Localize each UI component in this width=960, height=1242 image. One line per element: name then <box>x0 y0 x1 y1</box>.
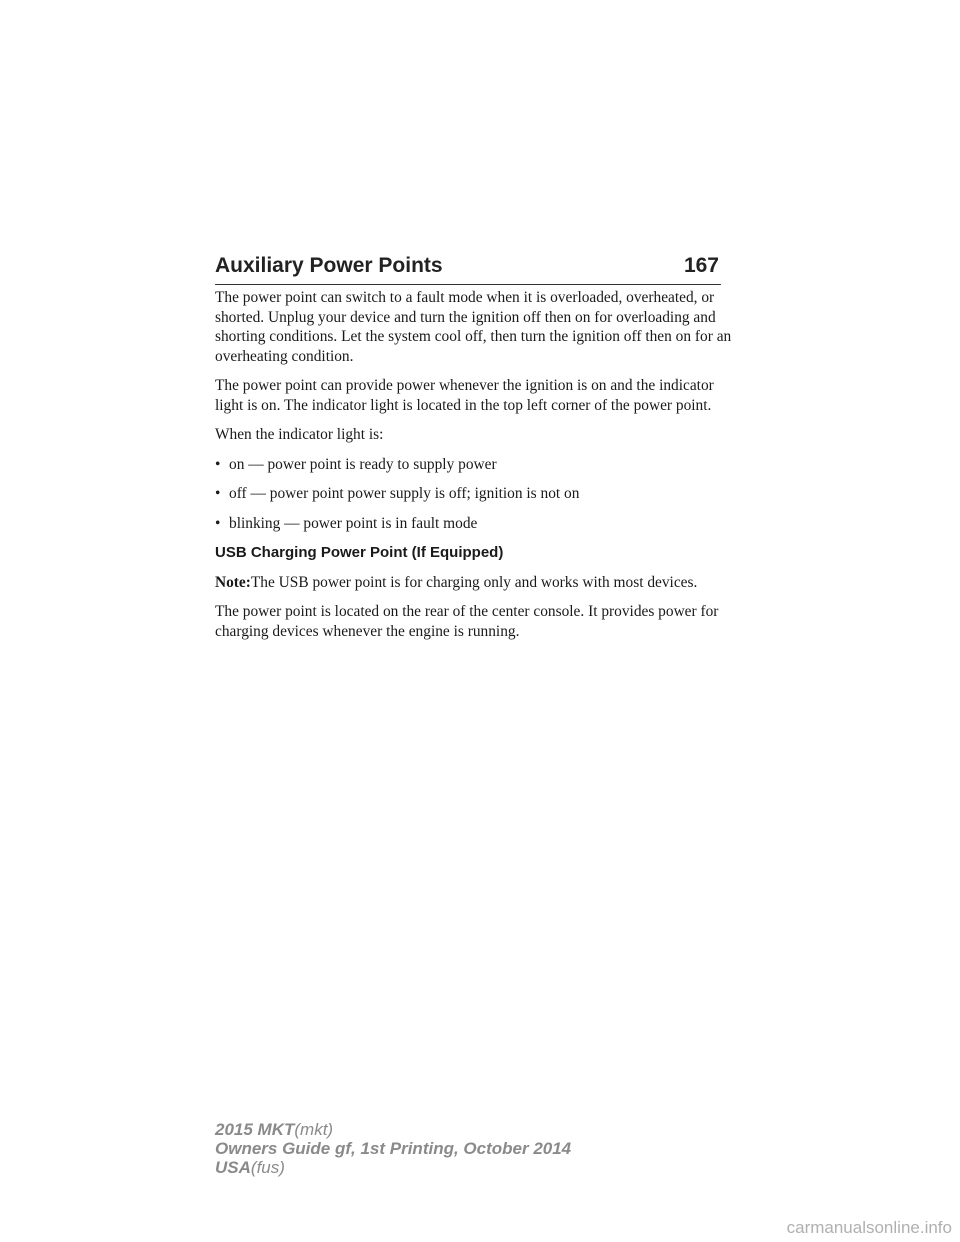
paragraph-power-supply: The power point can provide power whenever the ignition is on and the indicator light is on. The indicator light is located in the top left corner of the power point. <box>215 377 714 414</box>
page-body <box>215 288 735 651</box>
page-header <box>215 254 721 285</box>
usb-section-heading: USB Charging Power Point (If Equipped) <box>215 544 504 561</box>
page-number: 167 <box>683 254 719 277</box>
paragraph-usb-location: The power point is located on the rear of the center console. It provides power for charging devices whenever the engine is running. <box>215 603 719 640</box>
page-footer <box>215 1120 735 1177</box>
footer-region-line <box>215 1158 735 1177</box>
paragraph-fault-mode: The power point can switch to a fault mode when it is overloaded, overheated, or shorted. Unplug your device and turn the ignition off then on for overloading and shorting conditions. Let the system cool off, then turn the ignition off then on for an overheating condition. <box>215 289 732 365</box>
footer-region: USA <box>215 1158 251 1177</box>
watermark-text: carmanualsonline.info <box>786 1218 952 1237</box>
bullet-icon: • <box>215 455 221 473</box>
note-text: The USB power point is for charging only and works with most devices. <box>250 573 698 591</box>
section-title: Auxiliary Power Points <box>215 254 443 277</box>
footer-guide-line: Owners Guide gf, 1st Printing, October 2014 <box>215 1139 572 1158</box>
list-item: • off — power point power supply is off; ignition is not on <box>215 485 580 502</box>
footer-model-line <box>215 1120 735 1139</box>
footer-model-code: (mkt) <box>294 1120 334 1139</box>
note-paragraph <box>215 573 735 593</box>
footer-model: 2015 MKT <box>215 1120 295 1139</box>
bullet-icon: • <box>215 485 221 502</box>
note-label: Note: <box>215 573 251 591</box>
footer-region-code: (fus) <box>250 1158 285 1177</box>
bullet-icon: • <box>215 514 221 532</box>
paragraph-indicator-intro: When the indicator light is: <box>215 426 384 443</box>
list-item: • on — power point is ready to supply power <box>215 455 497 473</box>
indicator-states-list <box>215 455 735 534</box>
list-item: • blinking — power point is in fault mode <box>215 514 478 532</box>
